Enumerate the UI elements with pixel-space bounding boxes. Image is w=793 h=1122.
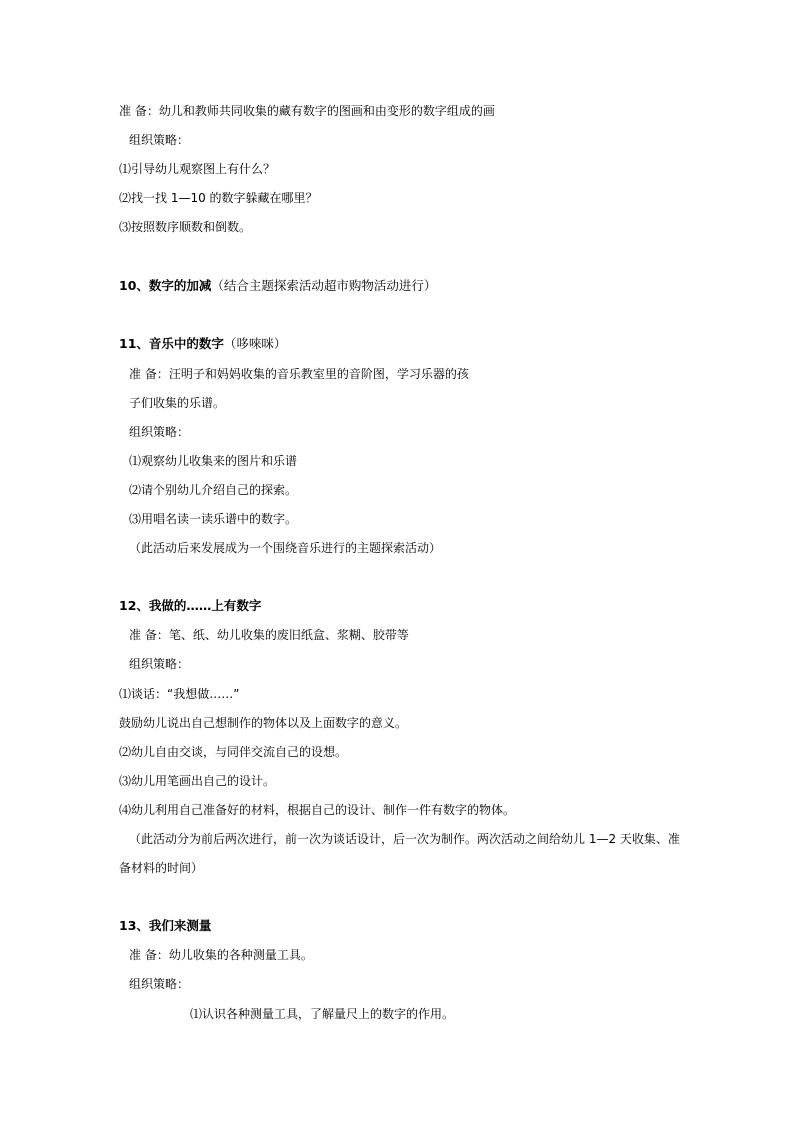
section9-strategy-label: 组织策略： — [129, 133, 190, 147]
section13-title: 13、我们来测量 — [119, 918, 212, 933]
section11-step-1: ⑴观察幼儿收集来的图片和乐谱 — [129, 454, 298, 468]
section12-step-1: ⑴谈话：“我想做……” — [119, 687, 240, 701]
section11-prep-line2: 子们收集的乐谱。 — [129, 396, 226, 410]
section11-prep-line1: 准 备：汪明子和妈妈收集的音乐教室里的音阶图，学习乐器的孩 — [129, 367, 469, 381]
section12-step-1-detail: 鼓励幼儿说出自己想制作的物体以及上面数字的意义。 — [119, 716, 408, 730]
section9-step-3: ⑶按照数序顺数和倒数。 — [119, 220, 252, 234]
section12-strategy-label: 组织策略： — [129, 657, 190, 671]
section12-step-2: ⑵幼儿自由交谈，与同伴交流自己的设想。 — [119, 745, 348, 759]
section9-prep: 准 备：幼儿和教师共同收集的藏有数字的图画和由变形的数字组成的画 — [119, 104, 495, 118]
section10-title: 10、数字的加减 — [119, 278, 212, 293]
section11-note: （哆唻咪） — [223, 336, 287, 351]
section12-remark-line2: 备材料的时间） — [119, 861, 204, 875]
section11-remark: （此活动后来发展成为一个围绕音乐进行的主题探索活动） — [129, 541, 442, 555]
section12-remark-line1: （此活动分为前后两次进行，前一次为谈话设计，后一次为制作。两次活动之间给幼儿 1—2 天收集、准 — [129, 832, 680, 846]
section11-title: 11、音乐中的数字 — [119, 336, 224, 351]
section12-step-3: ⑶幼儿用笔画出自己的设计。 — [119, 774, 276, 788]
section13-strategy-label: 组织策略： — [129, 977, 190, 991]
section10-note: （结合主题探索活动超市购物活动进行） — [211, 278, 437, 293]
section9-step-2: ⑵找一找 1—10 的数字躲藏在哪里？ — [119, 191, 318, 205]
section13-prep: 准 备：幼儿收集的各种测量工具。 — [129, 948, 313, 962]
section11-step-2: ⑵请个别幼儿介绍自己的探索。 — [129, 483, 298, 497]
section9-step-1: ⑴引导幼儿观察图上有什么？ — [119, 162, 276, 176]
section11-heading — [119, 336, 286, 352]
section12-title: 12、我做的……上有数字 — [119, 598, 262, 613]
section12-step-4: ⑷幼儿利用自己准备好的材料，根据自己的设计、制作一件有数字的物体。 — [119, 803, 516, 817]
section11-step-3: ⑶用唱名读一读乐谱中的数字。 — [129, 512, 298, 526]
section10-heading — [119, 278, 436, 294]
section13-step-1: ⑴认识各种测量工具，了解量尺上的数字的作用。 — [190, 1007, 455, 1021]
section12-prep: 准 备：笔、纸、幼儿收集的废旧纸盒、浆糊、胶带等 — [129, 628, 409, 642]
section11-strategy-label: 组织策略： — [129, 425, 190, 439]
